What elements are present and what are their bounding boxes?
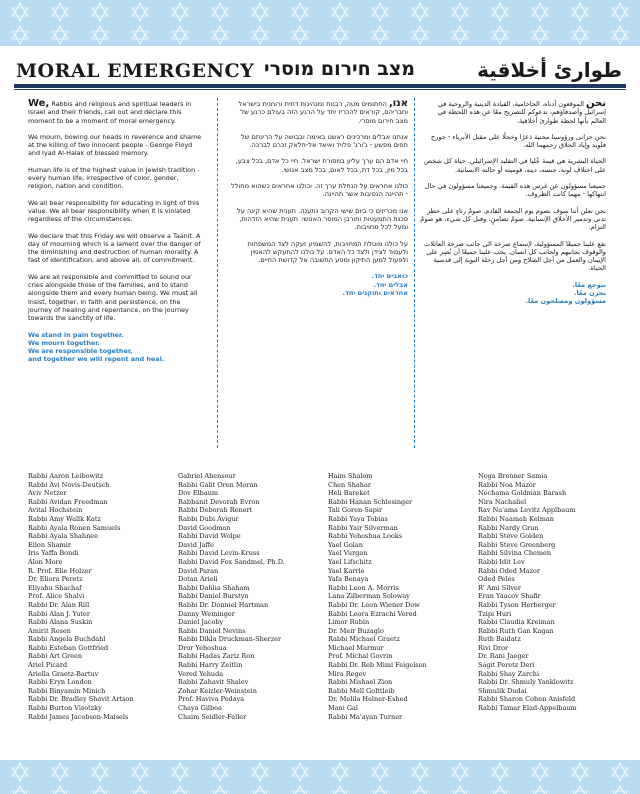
signatory-name: Yael Lifschitz <box>328 557 372 566</box>
signatory-name: Rabbi Leon A. Morris <box>328 583 399 592</box>
hebrew-paragraph-3: חיי אדם הם ערך עליון במסורת ישראל. חיי כל אדם, בכל צבע, בכל מין, בכל דת, בכל לאום, בכל מצב אנושי. <box>235 157 408 174</box>
signatory-name: Lana Zilberman Soloway <box>328 592 410 601</box>
header-rule <box>14 84 626 88</box>
arabic-lead: نحن <box>586 98 606 109</box>
signatory-name: Rabbi Tamar Elad-Appelbaum <box>478 704 577 713</box>
english-paragraph-2: We mourn, bowing our heads in reverence and shame at the killing of two innocent people - George Floyd and Iyad Al-Halak of blessed memory. <box>28 132 202 158</box>
signatory-name: Rabbi Yaya Tobias <box>328 514 388 523</box>
english-paragraph-6: We are all responsible and committed to sound our cries alongside those of the families, and to stand alongside them and every human being. We must all insist, together, in faith and persistence, on the journey of healing and repentance, on the journey towards the sanctity of life. <box>28 272 198 323</box>
signatory-name: Rabbi Amy Wallk Katz <box>28 514 101 523</box>
english-closing <box>28 331 203 364</box>
signatory-name: Haim Shalom <box>328 472 373 480</box>
signatory-name: Eran Yaacov Shafir <box>478 592 541 601</box>
signatories-column <box>328 472 478 721</box>
signatory-name: Rabbi Burton Visotzky <box>28 704 102 713</box>
signatory-name: Heli Bareket <box>328 489 370 498</box>
signatory-name: Rabbi Angela Buchdahl <box>28 635 106 644</box>
signatory-name: Michael Marmur <box>328 643 384 652</box>
english-lead: We, <box>28 98 50 109</box>
page-header <box>14 48 626 82</box>
signatory-name: Rabbi Avidan Freedman <box>28 497 108 506</box>
signatory-name: David Jaffe <box>178 540 215 549</box>
signatory-name: Rabbi Dr. Leon Wiener Dow <box>328 600 420 609</box>
signatory-name: Rabbi James Jacobson-Maisels <box>28 712 129 721</box>
signatory-name: Dr. Eliora Peretz <box>28 575 83 584</box>
signatory-name: Tzipi Huri <box>478 609 512 618</box>
hebrew-lead: אנו, <box>388 98 408 109</box>
title-arabic: طوارئ أخلاقية <box>477 58 622 82</box>
signatory-name: Alon More <box>28 557 63 566</box>
signatory-name: Rabbi Yair Silverman <box>328 523 398 532</box>
arabic-paragraph-4: جميعنا مسؤولون عن غرس هذه القيمة. وجميعنا مسؤولون في حال انتهاكها - مهما كانت الظروف. <box>424 182 606 199</box>
signatory-name: Rabbi Claudia Kreiman <box>478 618 555 627</box>
signatory-name: Nechama Goldman Barash <box>478 489 567 498</box>
signatory-name: Danny Weininger <box>178 609 235 618</box>
signatory-name: Dr. Melila Helner-Eshed <box>328 695 408 704</box>
signatory-name: Noga Brenner Samia <box>478 472 548 480</box>
signatory-name: Chaya Gilboa <box>178 704 222 713</box>
signatory-name: Rabbi Leora Ezrachi Vered <box>328 609 417 618</box>
title-hebrew: מצב חירום מוסרי <box>264 58 416 80</box>
signatory-name: Rabbi Ayala Shahnee <box>28 532 98 541</box>
signatory-name: Rabbi Idit Lev <box>478 557 525 566</box>
english-closing-line: and together we will repent and heal. <box>28 355 165 364</box>
signatory-name: Rabbi Daniel Nevins <box>178 626 246 635</box>
signatory-name: Rabbi Daniel Burstyn <box>178 592 249 601</box>
signatory-name: Rabbi Dr. Donniel Hartman <box>178 600 269 609</box>
signatory-name: Rabbi Noa Mazor <box>478 480 536 489</box>
signatories-list <box>28 472 628 721</box>
signatory-name: Rabbi Steve Golden <box>478 532 544 541</box>
signatory-name: Rabbi Avi Novis-Deutsch <box>28 480 110 489</box>
english-paragraph-5: We declare that this Friday we will observe a Taanit. A day of mourning which is a lament over the danger of the diminishing and destruction of human morality. A fast of identification, and above all, of commitment. <box>28 231 201 265</box>
signatory-name: Eilon Shamir <box>28 540 71 549</box>
signatory-name: Avital Hochstein <box>28 506 83 515</box>
english-paragraph-3: Human life is of the highest value in Jewish tradition - every human life, irrespective of color, gender, religion, nation and condition. <box>28 165 200 191</box>
signatory-name: Yafa Benaya <box>328 575 369 584</box>
signatory-name: Rabbi Naamah Kelman <box>478 514 554 523</box>
signatory-name: Rabbi Dr. Reb Mimi Feigelson <box>328 661 427 670</box>
signatory-name: David Goodman <box>178 523 231 532</box>
signatory-name: Prof. Alice Shalvi <box>28 592 85 601</box>
signatory-name: Yael Karrie <box>328 566 365 575</box>
signatory-name: R. Prof. Elie Holzer <box>28 566 92 575</box>
top-pattern-band <box>0 0 640 46</box>
signatory-name: Dotan Arieli <box>178 575 218 584</box>
signatory-name: Amirit Rosen <box>28 626 71 635</box>
signatory-name: Chaim Seidler-Feller <box>178 712 247 721</box>
header-rule-thin <box>14 89 626 90</box>
hebrew-column <box>230 100 408 297</box>
signatory-name: Rabbi David Wolpe <box>178 532 241 541</box>
signatory-name: Rabbi Galit Oren Moran <box>178 480 258 489</box>
arabic-paragraph-6: نقع علينا جميعًا المسؤولية، لإسماع صرخة الى جانب صرخة العائلات والوقوف بجانبهم ولجانب كل انسان. يجب علينا جميعًا أن نُصِر على الإيمان والعمل من أجل الصلاح ومن أجل رحلة التوبة إلى قدسية الحياة. <box>424 239 606 273</box>
signatory-name: Rabbi Tyson Herberger <box>478 600 556 609</box>
signatory-name: Zohar Keizler-Weinstein <box>178 686 257 695</box>
signatory-name: Rabbi Michael Graetz <box>328 635 400 644</box>
signatory-name: Rabbanit Devorah Evron <box>178 497 260 506</box>
signatory-name: Rabbi Hadas Zariz Ron <box>178 652 255 661</box>
signatory-name: Rabbi Aaron Leibowitz <box>28 472 104 480</box>
signatories-column <box>178 472 328 721</box>
signatory-name: David Paran <box>178 566 219 575</box>
english-closing-line: We are responsible together, <box>28 347 133 356</box>
signatory-name: Rabbi Oded Mazor <box>478 566 540 575</box>
signatory-name: Rabbi Mishael Zion <box>328 678 393 687</box>
signatory-name: Rabbi Dr. Shmuly Yanklowitz <box>478 678 574 687</box>
signatory-name: Mani Gal <box>328 704 359 713</box>
signatory-name: Rabbi Deborah Renert <box>178 506 253 515</box>
signatory-name: Mira Regev <box>328 669 367 678</box>
signatory-name: Rabbi Steve Greenberg <box>478 540 556 549</box>
signatory-name: Rabbi Ma'ayan Turner <box>328 712 403 721</box>
arabic-closing-line: نحزن معًا. <box>573 289 606 298</box>
arabic-column <box>420 100 606 306</box>
hebrew-closing-line: כואבים יחד. <box>371 272 408 281</box>
signatory-name: Iris Yaffa Bondi <box>28 549 79 558</box>
signatory-name: Rabbi Dr. Alan Rill <box>28 600 90 609</box>
english-paragraph-4: We all bear responsibility for educating in light of this value. We all bear responsibility when it is violated regardless of the circumstances. <box>28 198 200 224</box>
signatory-name: Aviv Netzer <box>28 489 67 498</box>
signatory-name: Rabbi Dubi Avigur <box>178 514 239 523</box>
hebrew-paragraph-4: כולנו אחראים על הנחלת ערך זה. וכולנו אחראים כשהוא מחולל - תהיינה הנסיבות אשר תהיינה. <box>230 182 408 199</box>
signatory-name: Rabbi Zahavit Shalev <box>178 678 249 687</box>
signatory-name: Eliyahu Shachaf <box>28 583 82 592</box>
bottom-pattern-band <box>0 760 640 794</box>
signatories-column <box>478 472 628 721</box>
signatory-name: Rabbi Silvina Chemen <box>478 549 552 558</box>
signatory-name: Rabbi Art Green <box>28 652 83 661</box>
signatory-name: Rabbi David Fox Sandmel, Ph.D. <box>178 557 285 566</box>
signatory-name: Prof. Michal Govrin <box>328 652 393 661</box>
signatory-name: Rabbi Harry Zeitlin <box>178 661 243 670</box>
hebrew-closing-line: אחראים ותוקנים יחד. <box>342 289 408 298</box>
signatory-name: Dov Elbaum <box>178 489 219 498</box>
signatory-name: Daniel Jacoby <box>178 618 224 627</box>
arabic-closing <box>420 281 606 306</box>
signatory-name: Rabbi Dr. Bradley Shavit Artson <box>28 695 134 704</box>
signatory-name: Rabbi Esteban Gottfried <box>28 643 109 652</box>
signatory-name: Rabbi Shay Zarchi <box>478 669 540 678</box>
signatory-name: Rabbi Dikla Druckman-Sherzer <box>178 635 282 644</box>
signatory-name: Ruth Baidatz <box>478 635 521 644</box>
star-pattern-decoration <box>0 760 640 794</box>
signatory-name: Yael Golan <box>328 540 363 549</box>
signatory-name: R' Ami Silver <box>478 583 521 592</box>
signatory-name: Shmulik Dudai <box>478 686 527 695</box>
hebrew-closing <box>230 272 408 297</box>
hebrew-paragraph-2: אנחנו אבלים ומרכינים ראשנו באימה ובבושה על הריגתם של חפים מפשע - ג'ורג' פלויד ואיאד אל-חלאק זכרם לברכה. <box>241 132 408 150</box>
signatory-name: Rabbi Mell Golttleib <box>328 686 395 695</box>
signatory-name: Sagit Peretz Deri <box>478 661 535 670</box>
signatory-name: Oded Peles <box>478 575 515 584</box>
signatory-name: Vered Yehuda <box>178 669 224 678</box>
english-closing-line: We stand in pain together. <box>28 330 124 339</box>
arabic-closing-line: نتوجع معًا. <box>572 280 606 289</box>
signatory-name: Rabbi Hanan Schlesinger <box>328 497 413 506</box>
arabic-paragraph-2: نحن حزانى ورؤوسنا محنية ذعرًا وخجلًا على مقتل الأبرياء - جورج فلويد وإياد الحلاق رحمهما الله. <box>430 132 606 150</box>
signatory-name: Limor Rubin <box>328 618 370 627</box>
arabic-paragraph-5: نحن نعلن أننا سوف نصوم يوم الجمعة القادم. صومٌ رثاءٍ على خطر تدني وتدمير الأخلاق الإنسانية. صومٌ تضامنٍ، وقبل كل شيء، هو صومٌ التزام. <box>420 206 606 232</box>
arabic-paragraph-3: الحياة البشرية هي قيمة عُليا في التقليد الإسرائيلي. حياة كل شخص على اختلاف لونه، جنسه، دينه، قوميته أو حالته الانسانية. <box>424 157 606 174</box>
signatory-name: Rav Na'ama Levitz Applbaum <box>478 506 576 515</box>
signatory-name: Rivi Dror <box>478 643 509 652</box>
signatory-name: Rabbi Ayala Ronen Samuels <box>28 523 121 532</box>
signatory-name: Dr. Meir Buzaglo <box>328 626 384 635</box>
signatory-name: Rabbi Sharon Cohen Anisfeld <box>478 695 576 704</box>
signatory-name: Rabbi Binyamin Minich <box>28 686 106 695</box>
english-column <box>28 100 203 364</box>
signatory-name: Rabbi Eryn London <box>28 678 92 687</box>
signatory-name: Ariel Picard <box>28 661 68 670</box>
signatory-name: Rabbi Nardy Grun <box>478 523 539 532</box>
hebrew-paragraph-6: על כולנו מוטלת המחויבות, להשמיע זעקה לצד המשפחות ולעמוד לצידן ולצד כל האדם. על כולנו להתעקש להאמין ולפעול למען התיקון ומסע התשובה אל קדושת החיים. <box>247 239 408 265</box>
signatories-column <box>28 472 178 721</box>
signatory-name: Rabbi Yehoshua Looks <box>328 532 403 541</box>
arabic-closing-line: مسؤولون ومصلحون معًا. <box>525 297 606 306</box>
signatory-name: Rabbi Alan J. Yuter <box>28 609 90 618</box>
signatory-name: Dror Yehoshua <box>178 643 227 652</box>
signatory-name: Gabriel Abensour <box>178 472 236 480</box>
signatory-name: Dr. Rani Jaeger <box>478 652 529 661</box>
signatory-name: Ariella Graetz-Bartuv <box>28 669 99 678</box>
column-divider <box>414 98 415 448</box>
signatory-name: Prof. Haviva Pedaya <box>178 695 245 704</box>
signatory-name: Yael Vurgan <box>328 549 368 558</box>
star-pattern-decoration <box>0 0 640 46</box>
signatory-name: Chen Shahar <box>328 480 371 489</box>
title-english: MORAL EMERGENCY <box>16 60 255 82</box>
signatory-name: Rabbi Alana Suskin <box>28 618 93 627</box>
signatory-name: Rabbi Dahlia Shaham <box>178 583 250 592</box>
hebrew-paragraph-1: החתומים מטה, רבנות ומנהיגות דתית ורוחנית בישראל וחבריהם, קוראים להכריז יחד על הרגע הזה בעולם כרגע של מצב חירום מוסרי. <box>238 100 408 125</box>
signatory-name: Nira Nachaliel <box>478 497 527 506</box>
english-paragraph-1: Rabbis and religious and spiritual leaders in Israel and their friends, call out and declare this moment to be a moment of moral emergency. <box>28 100 192 125</box>
arabic-paragraph-1: الموقعون أدناه، الحاخامية، القيادة الدينية والروحية في إسرائيل وأصدقاؤهم، ندعوكم للتصريح معًا عن هذه اللحظة في العالم بأنها لحظة طوارئ أخلاقية. <box>437 100 606 125</box>
hebrew-paragraph-5: אנו מכריזים כי ביום שישי הקרוב נתענה. תענית שהיא קינה על סכנת התמעטות וחורבן המוסר האנושי. תענית שהיא הזדהות, ומעל לכל מחויבות. <box>236 206 408 232</box>
signatory-name: Rabbi Ruth Gan Kagan <box>478 626 554 635</box>
hebrew-closing-line: אבלים יחד. <box>373 280 408 289</box>
column-divider <box>217 98 218 448</box>
english-closing-line: We mourn together. <box>28 338 100 347</box>
signatory-name: Rabbi David Levin-Kruss <box>178 549 260 558</box>
signatory-name: Tali Goren-Sapir <box>328 506 383 515</box>
